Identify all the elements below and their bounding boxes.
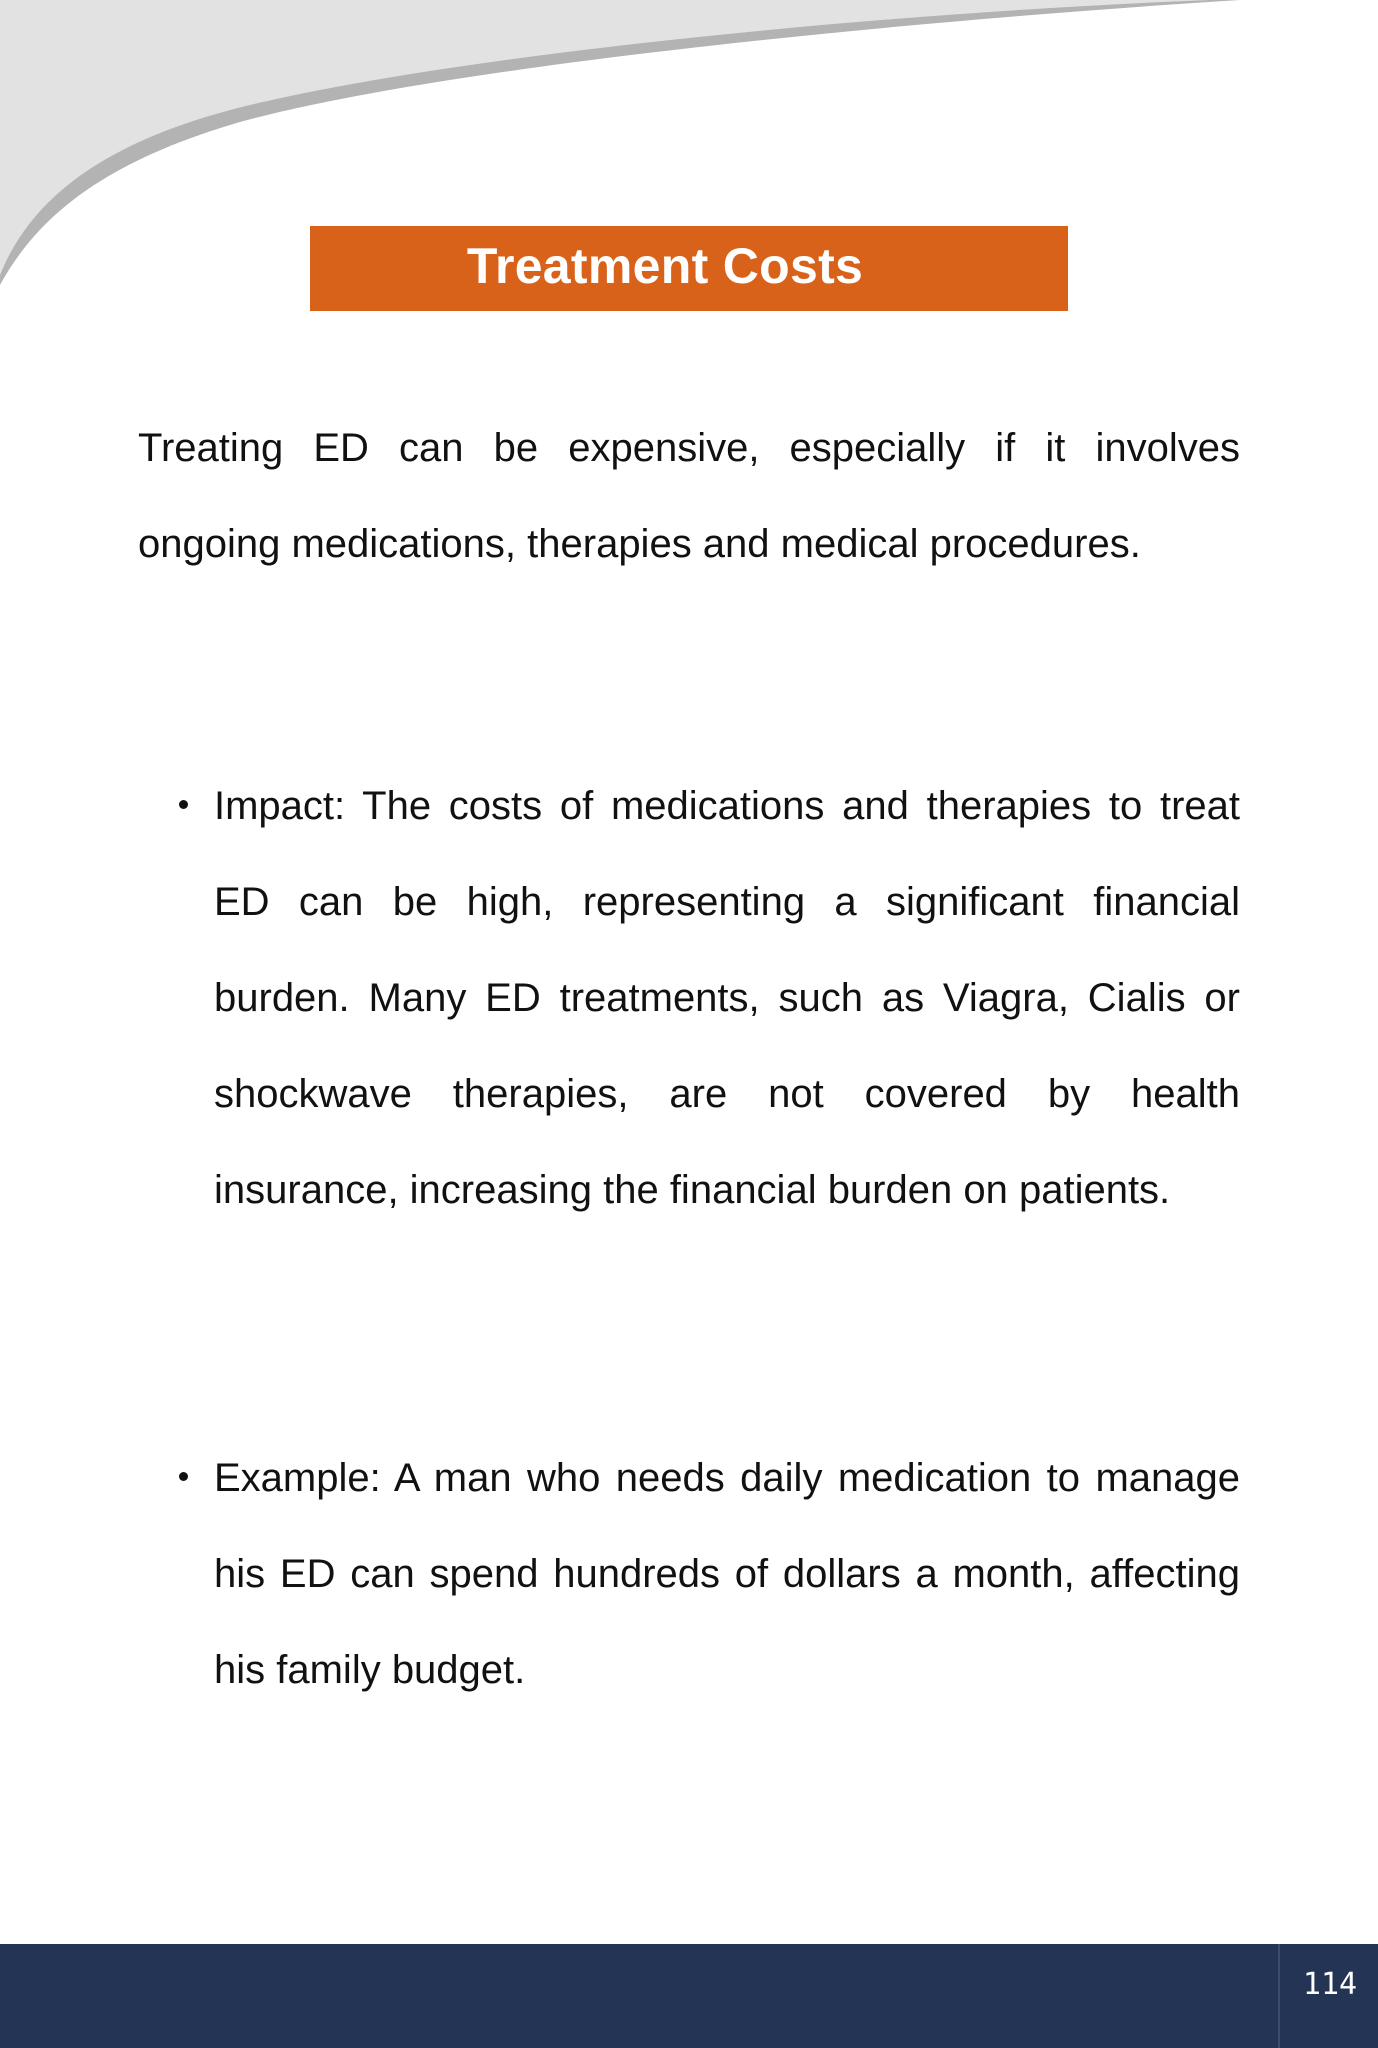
section-title-banner xyxy=(310,226,1068,311)
section-title: Treatment Costs xyxy=(466,237,864,294)
bullet-list-example xyxy=(138,1430,1240,1718)
bullet-text-example: Example: A man who needs daily medication to manage his ED can spend hundreds of dollars a month, affecting his family budget. xyxy=(214,1456,1240,1692)
intro-paragraph: Treating ED can be expensive, especially if it involves ongoing medications, therapies and medical procedures. xyxy=(138,426,1240,566)
bullet-list-impact xyxy=(138,758,1240,1238)
footer-divider xyxy=(1278,1944,1280,2048)
bullet-text-impact: Impact: The costs of medications and therapies to treat ED can be high, representing a significant financial burden. Many ED treatments, such as Viagra, Cialis or shockwave therapies, are not covered by health insurance, increasing the financial burden on patients. xyxy=(214,784,1240,1212)
page-number: 114 xyxy=(1302,1966,1358,2002)
bullet-dot-icon xyxy=(179,800,188,809)
bullet-item-example xyxy=(138,1430,1240,1718)
bullet-dot-icon xyxy=(179,1472,188,1481)
bullet-item-impact xyxy=(138,758,1240,1238)
page-footer xyxy=(0,1944,1378,2048)
